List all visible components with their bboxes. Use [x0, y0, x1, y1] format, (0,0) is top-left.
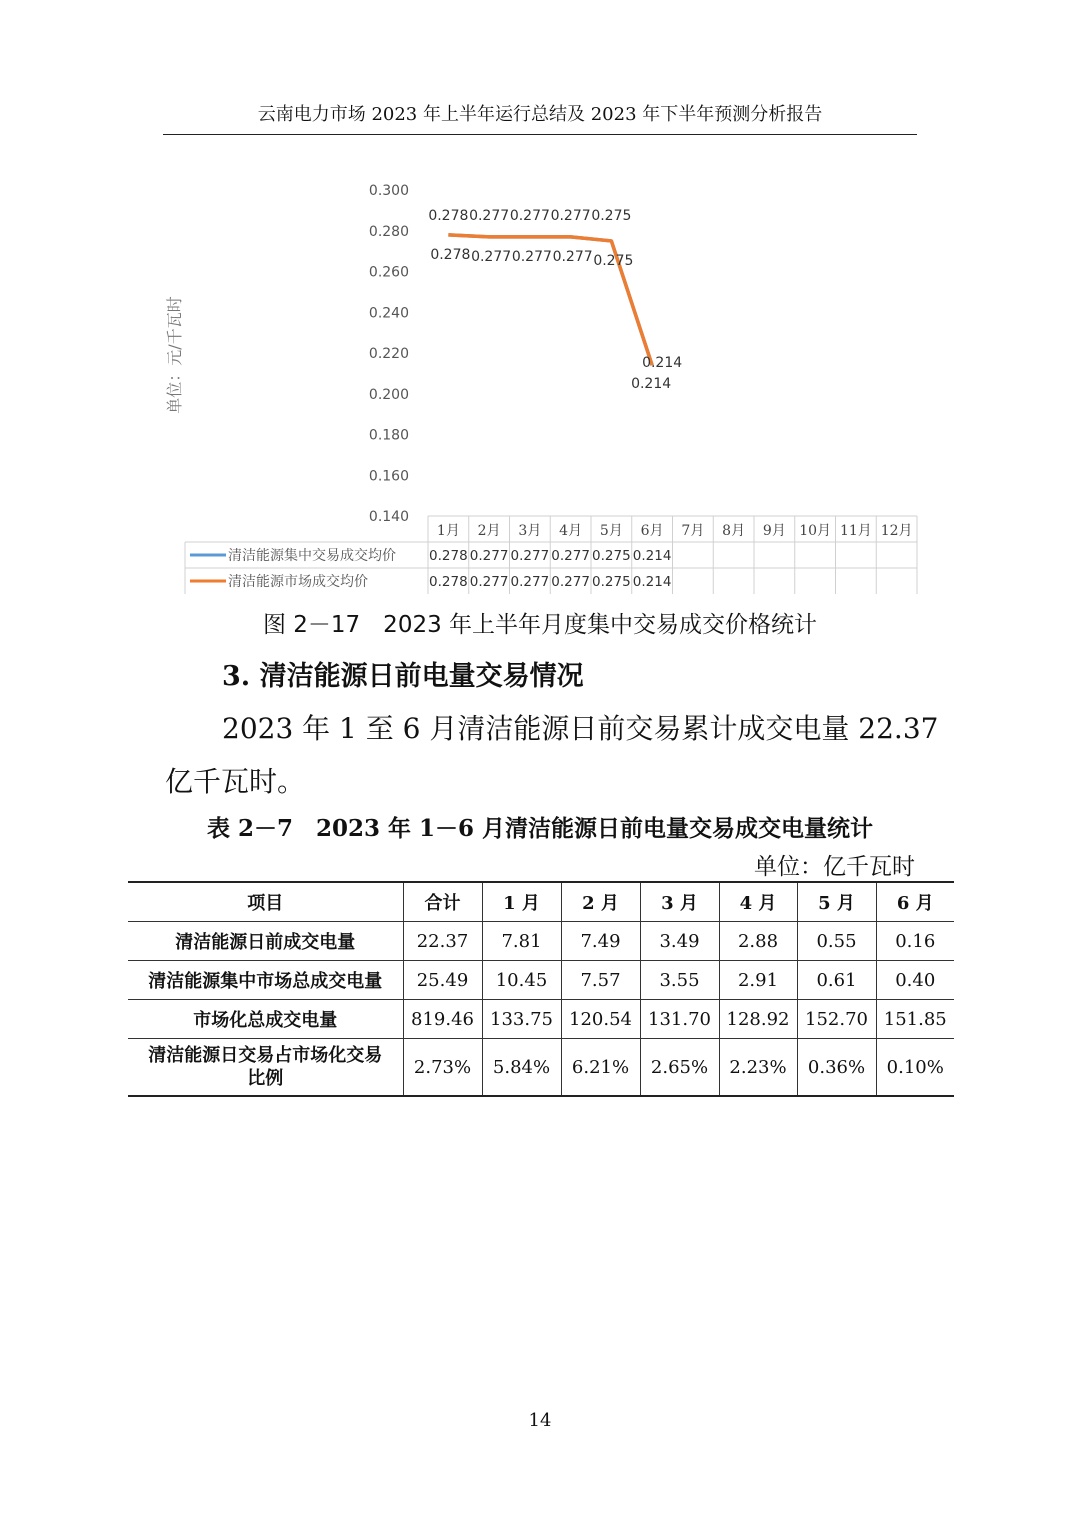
table-value: 0.214: [632, 548, 672, 564]
cell: 152.70: [797, 1000, 876, 1039]
y-tick-label: 0.180: [368, 427, 409, 444]
cell: 131.70: [640, 1000, 719, 1039]
table-header-row: [128, 882, 954, 922]
header-cell: 6 月: [876, 882, 954, 922]
table-value: 0.214: [632, 574, 672, 590]
table-title: 表 2－7 2023 年 1－6 月清洁能源日前电量交易成交电量统计: [206, 815, 874, 842]
section-heading: 3. 清洁能源日前电量交易情况: [222, 661, 584, 692]
row-item-line-2: 比例: [247, 1068, 284, 1089]
table-row: [128, 922, 954, 961]
data-label: 0.277: [550, 208, 591, 224]
table-value: 0.278: [429, 574, 468, 590]
data-label: 0.277: [471, 248, 512, 265]
cell: 128.92: [719, 1000, 797, 1039]
stats-table: [128, 881, 954, 1097]
legend-label: 清洁能源市场成交均价: [228, 574, 368, 590]
x-tick-label: 9月: [762, 523, 786, 539]
cell: 2.23%: [719, 1039, 797, 1097]
table-unit: 单位：亿千瓦时: [754, 854, 915, 880]
data-label: 0.275: [591, 208, 632, 224]
header-cell: 项目: [128, 882, 403, 922]
legend-label: 清洁能源集中交易成交均价: [228, 548, 396, 564]
price-line-chart: [0, 160, 1080, 600]
y-axis-label: 单位：元/千瓦时: [165, 296, 184, 414]
data-label: 0.278: [428, 208, 469, 224]
x-tick-label: 11月: [839, 523, 872, 539]
header-cell: 1 月: [482, 882, 561, 922]
data-label: 0.277: [509, 208, 550, 224]
cell: 120.54: [561, 1000, 640, 1039]
cell: 819.46: [403, 1000, 482, 1039]
header-cell: 4 月: [719, 882, 797, 922]
x-tick-label: 5月: [599, 523, 623, 539]
x-tick-label: 4月: [559, 523, 583, 539]
cell: 7.81: [482, 922, 561, 961]
cell: 0.40: [876, 961, 954, 1000]
page-number: 14: [528, 1410, 552, 1431]
data-label: 0.277: [469, 208, 510, 224]
row-item: 清洁能源日前成交电量: [128, 922, 403, 961]
table-value: 0.275: [592, 548, 631, 564]
header-cell: 2 月: [561, 882, 640, 922]
table-row: [128, 961, 954, 1000]
table-value: 0.277: [551, 574, 590, 590]
row-item: 清洁能源集中市场总成交电量: [128, 961, 403, 1000]
cell: 5.84%: [482, 1039, 561, 1097]
figure-caption: 图 2－17 2023 年上半年月度集中交易成交价格统计: [262, 612, 818, 638]
cell: 0.16: [876, 922, 954, 961]
y-tick-label: 0.200: [368, 386, 409, 403]
table-value: 0.277: [551, 548, 590, 564]
cell: 151.85: [876, 1000, 954, 1039]
cell: 22.37: [403, 922, 482, 961]
document-header: 云南电力市场 2023 年上半年运行总结及 2023 年下半年预测分析报告: [257, 104, 823, 125]
table-value: 0.275: [592, 574, 631, 590]
cell: 10.45: [482, 961, 561, 1000]
data-label: 0.214: [642, 355, 683, 372]
row-item-line-1: 清洁能源日交易占市场化交易: [148, 1045, 383, 1066]
row-item: [128, 1039, 403, 1097]
data-label: 0.277: [511, 248, 552, 265]
paragraph-line-1: 2023 年 1 至 6 月清洁能源日前交易累计成交电量 22.37: [222, 712, 939, 745]
table-row: [128, 1000, 954, 1039]
y-tick-label: 0.240: [368, 305, 409, 322]
cell: 3.49: [640, 922, 719, 961]
data-label: 0.214: [631, 376, 672, 393]
x-tick-label: 6月: [640, 523, 664, 539]
cell: 2.91: [719, 961, 797, 1000]
cell: 3.55: [640, 961, 719, 1000]
cell: 7.49: [561, 922, 640, 961]
x-tick-label: 2月: [477, 523, 501, 539]
y-tick-label: 0.300: [368, 183, 409, 199]
table-value: 0.278: [429, 548, 468, 564]
y-tick-label: 0.220: [368, 346, 409, 362]
x-tick-label: 8月: [722, 523, 746, 539]
y-tick-label: 0.140: [368, 509, 409, 525]
header-cell: 5 月: [797, 882, 876, 922]
cell: 0.10%: [876, 1039, 954, 1097]
data-label: 0.278: [430, 246, 471, 263]
row-item: 市场化总成交电量: [128, 1000, 403, 1039]
table-row: [128, 1039, 954, 1097]
cell: 6.21%: [561, 1039, 640, 1097]
cell: 0.55: [797, 922, 876, 961]
x-tick-label: 1月: [436, 523, 460, 539]
table-value: 0.277: [469, 548, 509, 564]
data-label: 0.275: [593, 252, 634, 269]
x-tick-label: 10月: [799, 523, 832, 539]
y-tick-label: 0.260: [368, 264, 409, 281]
header-cell: 合计: [403, 882, 482, 922]
cell: 133.75: [482, 1000, 561, 1039]
cell: 7.57: [561, 961, 640, 1000]
x-tick-label: 3月: [518, 523, 542, 539]
cell: 0.36%: [797, 1039, 876, 1097]
table-value: 0.277: [510, 548, 550, 564]
header-cell: 3 月: [640, 882, 719, 922]
cell: 0.61: [797, 961, 876, 1000]
x-tick-label: 12月: [880, 523, 913, 539]
y-tick-label: 0.160: [368, 468, 409, 485]
cell: 2.88: [719, 922, 797, 961]
table-value: 0.277: [510, 574, 550, 590]
paragraph-line-2: 亿千瓦时。: [165, 765, 306, 798]
cell: 25.49: [403, 961, 482, 1000]
table-value: 0.277: [469, 574, 509, 590]
data-label: 0.277: [552, 248, 593, 265]
cell: 2.73%: [403, 1039, 482, 1097]
x-tick-label: 7月: [681, 523, 705, 539]
y-tick-label: 0.280: [368, 223, 409, 240]
cell: 2.65%: [640, 1039, 719, 1097]
header-rule: [163, 134, 917, 135]
